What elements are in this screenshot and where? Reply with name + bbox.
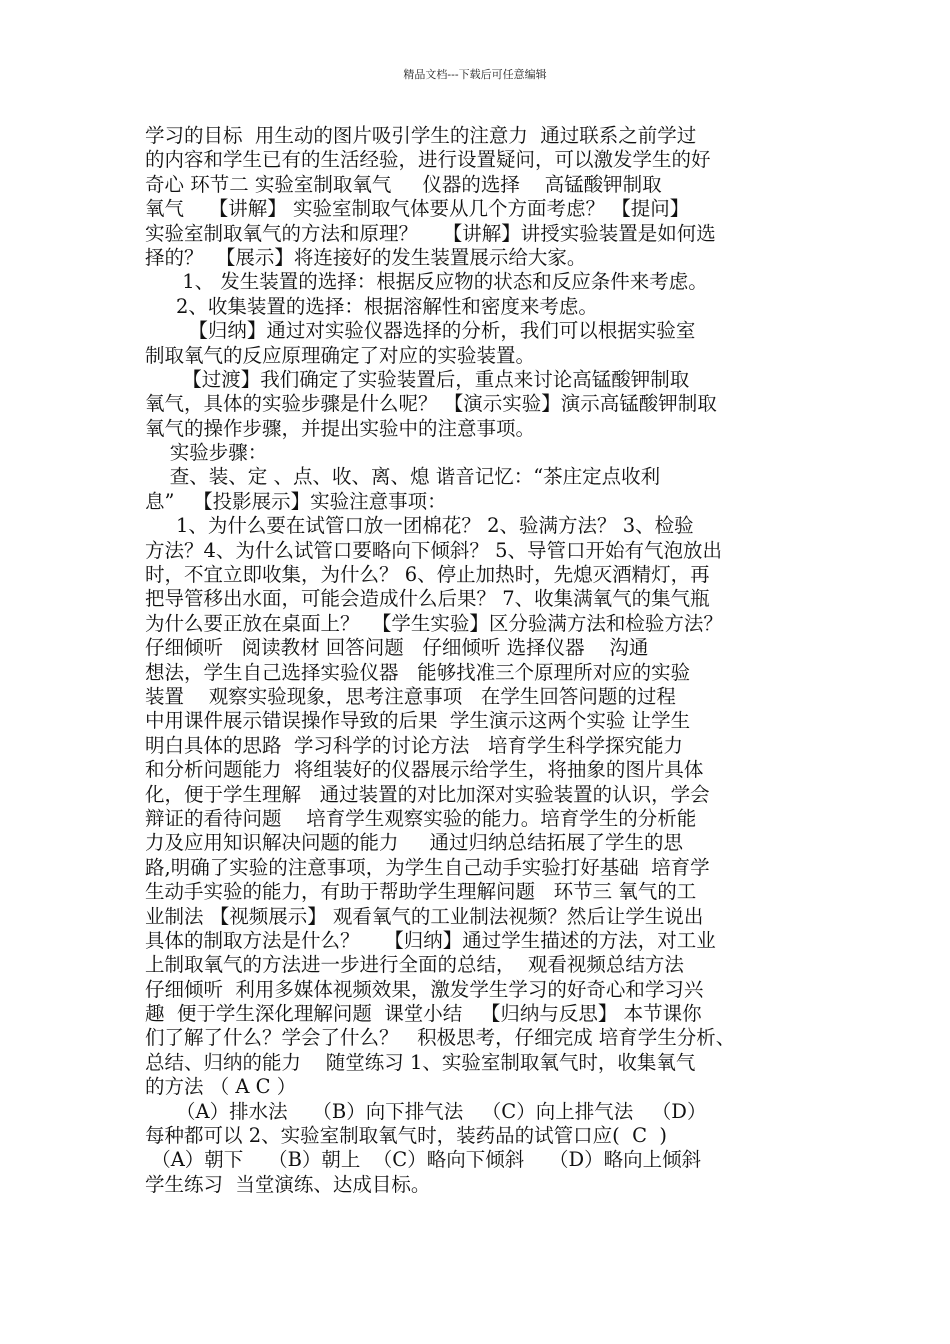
text-line: 学生练习 当堂演练、达成目标。: [145, 1172, 431, 1196]
text-line: 为什么要正放在桌面上？ 【学生实验】区分验满方法和检验方法？: [145, 611, 723, 635]
text-line: 学习的目标 用生动的图片吸引学生的注意力 通过联系之前学过: [145, 124, 697, 147]
text-line: （A）朝下 （B）朝上 （C）略向下倾斜 （D）略向上倾斜: [145, 1148, 702, 1172]
text-line: 和分析问题能力 将组装好的仪器展示给学生，将抽象的图片具体: [145, 758, 704, 782]
text-line: 具体的制取方法是什么？ 【归纳】通过学生描述的方法，对工业: [145, 928, 716, 952]
text-line: 仔细倾听 利用多媒体视频效果，激发学生学习的好奇心和学习兴: [145, 977, 704, 1001]
document-body: [145, 124, 817, 1197]
text-line: 业制法 【视频展示】 观看氧气的工业制法视频？然后让学生说出: [145, 904, 704, 928]
text-line: 【过渡】我们确定了实验装置后，重点来讨论高锰酸钾制取: [145, 367, 690, 391]
text-line: 中用课件展示错误操作导致的后果 学生演示这两个实验 让学生: [145, 709, 691, 733]
text-line: 明白具体的思路 学习科学的讨论方法 培育学生科学探究能力: [145, 733, 683, 757]
text-line: 时，不宜立即收集，为什么？ 6、停止加热时，先熄灭酒精灯，再: [145, 563, 710, 587]
text-line: 力及应用知识解决问题的能力 通过归纳总结拓展了学生的思: [145, 831, 683, 855]
text-line: 上制取氧气的方法进一步进行全面的总结， 观看视频总结方法: [145, 953, 684, 977]
text-line: 的方法 （ A C ）: [145, 1075, 297, 1099]
text-line: （A）排水法 （B）向下排气法 （C）向上排气法 （D）: [145, 1099, 707, 1123]
text-line: 1、为什么要在试管口放一团棉花？ 2、验满方法？ 3、检验: [145, 514, 694, 538]
text-line: 方法？4、为什么试管口要略向下倾斜？ 5、导管口开始有气泡放出: [145, 538, 723, 562]
text-line: 实验步骤：: [145, 441, 268, 465]
text-line: 趣 便于学生深化理解问题 课堂小结 【归纳与反思】 本节课你: [145, 1002, 702, 1026]
text-line: 氧气 【讲解】 实验室制取气体要从几个方面考虑？ 【提问】: [145, 197, 690, 221]
text-line: 仔细倾听 阅读教材 回答问题 仔细倾听 选择仪器 沟通: [145, 636, 649, 660]
text-line: 【归纳】通过对实验仪器选择的分析，我们可以根据实验室: [145, 319, 696, 343]
text-line: 择的？ 【展示】将连接好的发生装置展示给大家。: [145, 245, 587, 269]
text-line: 奇心 环节二 实验室制取氧气 仪器的选择 高锰酸钾制取: [145, 172, 662, 196]
text-line: 的内容和学生已有的生活经验，进行设置疑问，可以激发学生的好: [145, 148, 711, 172]
text-line: 每种都可以 2、实验室制取氧气时，装药品的试管口应( C ): [145, 1124, 668, 1148]
text-line: 氧气，具体的实验步骤是什么呢？ 【演示实验】演示高锰酸钾制取: [145, 392, 717, 416]
text-line: 辩证的看待问题 培育学生观察实验的能力。培育学生的分析能: [145, 806, 697, 830]
text-line: 生动手实验的能力，有助于帮助学生理解问题 环节三 氧气的工: [145, 880, 697, 904]
text-line: 实验室制取氧气的方法和原理？ 【讲解】讲授实验装置是如何选: [145, 221, 716, 245]
text-line: 想法，学生自己选择实验仪器 能够找准三个原理所对应的实验: [145, 660, 691, 684]
text-line: 们了解了什么？学会了什么？ 积极思考，仔细完成 培育学生分析、: [145, 1026, 736, 1050]
text-line: 制取氧气的反应原理确定了对应的实验装置。: [145, 343, 536, 367]
text-line: 化，便于学生理解 通过装置的对比加深对实验装置的认识，学会: [145, 782, 710, 806]
text-line: 路,明确了实验的注意事项，为学生自己动手实验打好基础 培育学: [145, 855, 710, 879]
text-line: 2、收集装置的选择：根据溶解性和密度来考虑。: [145, 294, 598, 318]
text-line: 1、 发生装置的选择：根据反应物的状态和反应条件来考虑。: [145, 270, 708, 294]
text-line: 装置 观察实验现象，思考注意事项 在学生回答问题的过程: [145, 684, 676, 708]
text-line: 息” 【投影展示】实验注意事项：: [145, 489, 447, 513]
text-line: 把导管移出水面，可能会造成什么后果？ 7、收集满氧气的集气瓶: [145, 587, 710, 611]
text-line: 查、装、定 、点、收、离、熄 谐音记忆：“茶庄定点收利: [145, 465, 661, 489]
text-line: 氧气的操作步骤，并提出实验中的注意事项。: [145, 416, 536, 440]
text-line: 总结、归纳的能力 随堂练习 1、实验室制取氧气时，收集氧气: [145, 1050, 696, 1074]
page-header: 精品文档---下载后可任意编辑: [403, 68, 547, 81]
